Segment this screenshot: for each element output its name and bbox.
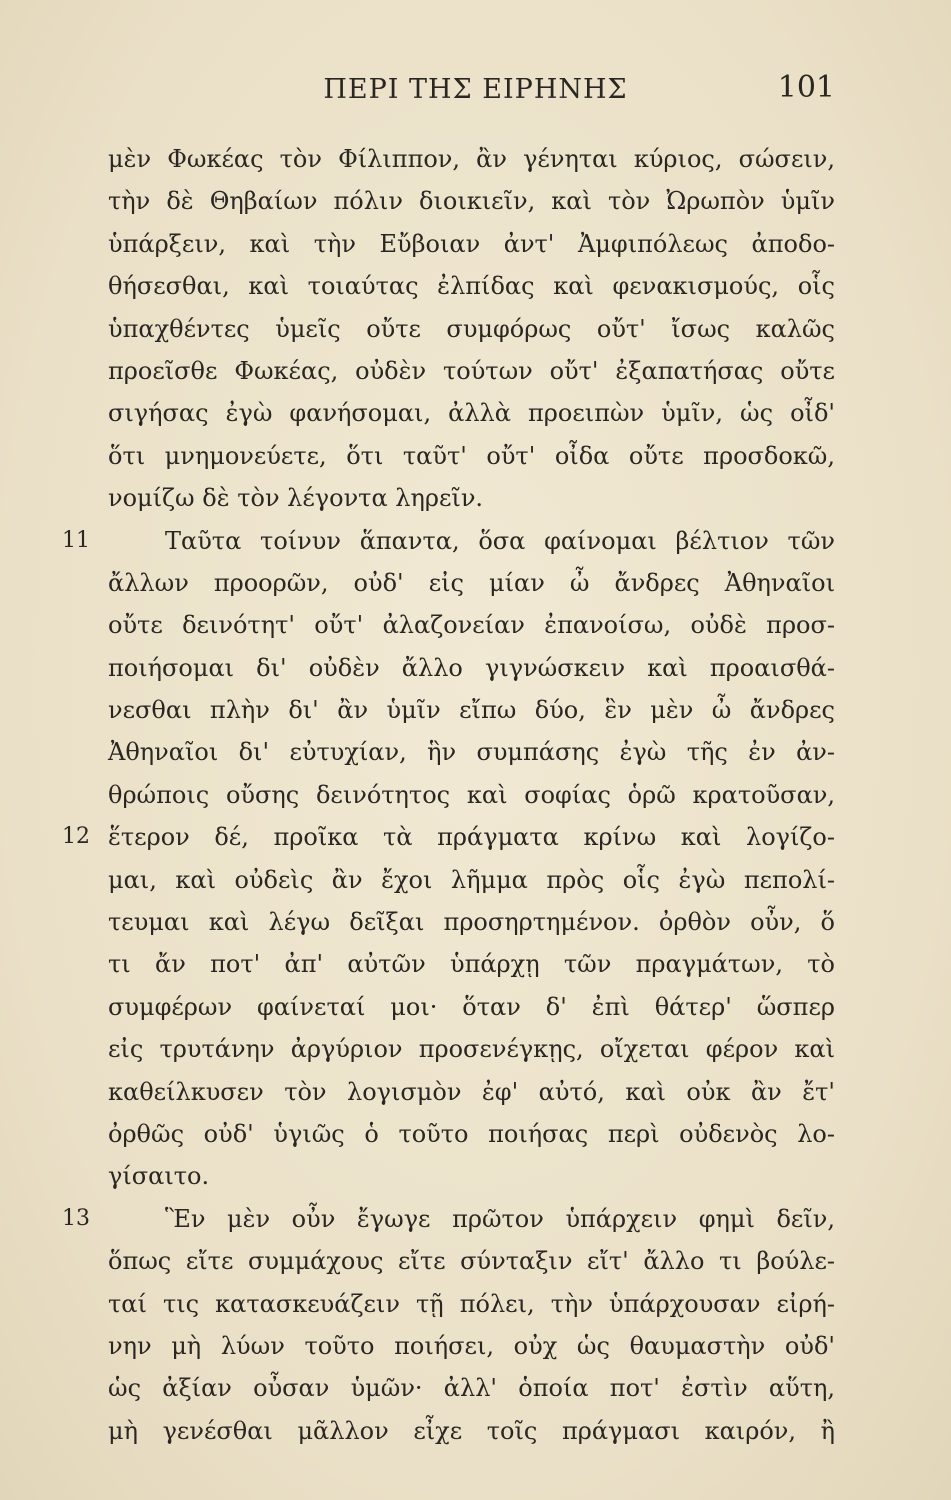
text-line <box>0 859 951 901</box>
line-text: εἰς τρυτάνην ἀργύριον προσενέγκῃς, οἴχεται φέρον καὶ <box>108 1035 835 1064</box>
text-block <box>0 138 951 1452</box>
text-line <box>0 986 951 1028</box>
line-text: ἄλλων προορῶν, οὐδ' εἰς μίαν ὦ ἄνδρες Ἀθηναῖοι <box>108 568 835 597</box>
line-text: ὅτι μνημονεύετε, ὅτι ταῦτ' οὔτ' οἶδα οὔτε προσδοκῶ, <box>108 441 835 470</box>
text-line <box>0 816 951 858</box>
text-line <box>0 1367 951 1409</box>
text-line <box>0 731 951 773</box>
text-line <box>0 308 951 350</box>
line-text: γίσαιτο. <box>108 1162 210 1191</box>
line-text: τὴν δὲ Θηβαίων πόλιν διοικιεῖν, καὶ τὸν Ὠρωπὸν ὑμῖν <box>108 187 835 216</box>
text-line <box>0 350 951 392</box>
section-number: 12 <box>62 824 90 850</box>
line-text: ὅπως εἴτε συμμάχους εἴτε σύνταξιν εἴτ' ἄλλο τι βούλε- <box>108 1247 835 1276</box>
line-text: τευμαι καὶ λέγω δεῖξαι προσηρτημένον. ὀρθὸν οὖν, ὅ <box>108 908 835 937</box>
text-line <box>0 604 951 646</box>
text-line <box>0 223 951 265</box>
text-line <box>0 1113 951 1155</box>
line-text: σιγήσας ἐγὼ φανήσομαι, ἀλλὰ προειπὼν ὑμῖν, ὡς οἶδ' <box>108 399 835 428</box>
line-text: νομίζω δὲ τὸν λέγοντα ληρεῖν. <box>108 484 484 513</box>
running-title: ΠΕΡΙ ΤΗΣ ΕΙΡΗΝΗΣ <box>323 74 628 105</box>
line-text: Ταῦτα τοίνυν ἅπαντα, ὅσα φαίνομαι βέλτιον τῶν <box>165 526 835 555</box>
line-text: Ἀθηναῖοι δι' εὐτυχίαν, ἣν συμπάσης ἐγὼ τῆς ἐν ἀν- <box>108 738 835 767</box>
line-text: Ἓν μὲν οὖν ἔγωγε πρῶτον ὑπάρχειν φημὶ δεῖν, <box>165 1204 835 1233</box>
text-line <box>0 562 951 604</box>
text-line <box>0 647 951 689</box>
text-line <box>0 392 951 434</box>
text-line <box>0 1410 951 1452</box>
text-line <box>0 180 951 222</box>
line-text: ταί τις κατασκευάζειν τῇ πόλει, τὴν ὑπάρχουσαν εἰρή- <box>108 1289 835 1318</box>
page-number: 101 <box>777 70 835 105</box>
text-line <box>0 1198 951 1240</box>
line-text: θήσεσθαι, καὶ τοιαύτας ἐλπίδας καὶ φενακισμούς, οἷς <box>108 272 835 301</box>
line-text: ὡς ἀξίαν οὖσαν ὑμῶν· ἀλλ' ὁποία ποτ' ἐστὶν αὕτη, <box>108 1374 835 1403</box>
text-line <box>0 1240 951 1282</box>
text-line <box>0 265 951 307</box>
line-text: ὑπαχθέντες ὑμεῖς οὔτε συμφόρως οὔτ' ἴσως καλῶς <box>108 314 835 343</box>
line-text: οὔτε δεινότητ' οὔτ' ἀλαζονείαν ἐπανοίσω, οὐδὲ προσ- <box>108 611 835 640</box>
line-text: νεσθαι πλὴν δι' ἂν ὑμῖν εἴπω δύο, ἓν μὲν ὦ ἄνδρες <box>108 696 835 725</box>
line-text: μαι, καὶ οὐδεὶς ἂν ἔχοι λῆμμα πρὸς οἷς ἐγὼ πεπολί- <box>108 865 835 894</box>
text-line <box>0 943 951 985</box>
line-text: τι ἄν ποτ' ἀπ' αὐτῶν ὑπάρχῃ τῶν πραγμάτων, τὸ <box>108 950 835 979</box>
line-text: νην μὴ λύων τοῦτο ποιήσει, οὐχ ὡς θαυμαστὴν οὐδ' <box>108 1331 835 1360</box>
text-line <box>0 520 951 562</box>
line-text: ὀρθῶς οὐδ' ὑγιῶς ὁ τοῦτο ποιήσας περὶ οὐδενὸς λο- <box>108 1119 835 1148</box>
text-line <box>0 138 951 180</box>
running-head <box>0 70 951 110</box>
line-text: καθείλκυσεν τὸν λογισμὸν ἐφ' αὐτό, καὶ οὐκ ἂν ἔτ' <box>108 1077 835 1106</box>
line-text: θρώποις οὔσης δεινότητος καὶ σοφίας ὁρῶ κρατοῦσαν, <box>108 780 835 809</box>
text-line <box>0 435 951 477</box>
line-text: ποιήσομαι δι' οὐδὲν ἄλλο γιγνώσκειν καὶ προαισθά- <box>108 653 835 682</box>
line-text: μὲν Φωκέας τὸν Φίλιππον, ἂν γένηται κύριος, σώσειν, <box>108 145 835 173</box>
text-line <box>0 477 951 519</box>
line-text: συμφέρων φαίνεταί μοι· ὅταν δ' ἐπὶ θάτερ' ὥσπερ <box>108 992 835 1021</box>
text-line <box>0 1325 951 1367</box>
text-line <box>0 901 951 943</box>
section-number: 13 <box>62 1205 90 1231</box>
text-line <box>0 774 951 816</box>
text-line <box>0 1028 951 1070</box>
line-text: προεῖσθε Φωκέας, οὐδὲν τούτων οὔτ' ἐξαπατήσας οὔτε <box>108 356 835 385</box>
text-line <box>0 689 951 731</box>
text-line <box>0 1283 951 1325</box>
line-text: ἕτερον δέ, προῖκα τὰ πράγματα κρίνω καὶ λογίζο- <box>108 823 835 852</box>
section-number: 11 <box>62 527 90 553</box>
line-text: μὴ γενέσθαι μᾶλλον εἶχε τοῖς πράγμασι καιρόν, ἢ <box>108 1416 835 1445</box>
line-text: ὑπάρξειν, καὶ τὴν Εὔβοιαν ἀντ' Ἀμφιπόλεως ἀποδο- <box>108 229 835 258</box>
text-line <box>0 1155 951 1197</box>
text-line <box>0 1071 951 1113</box>
